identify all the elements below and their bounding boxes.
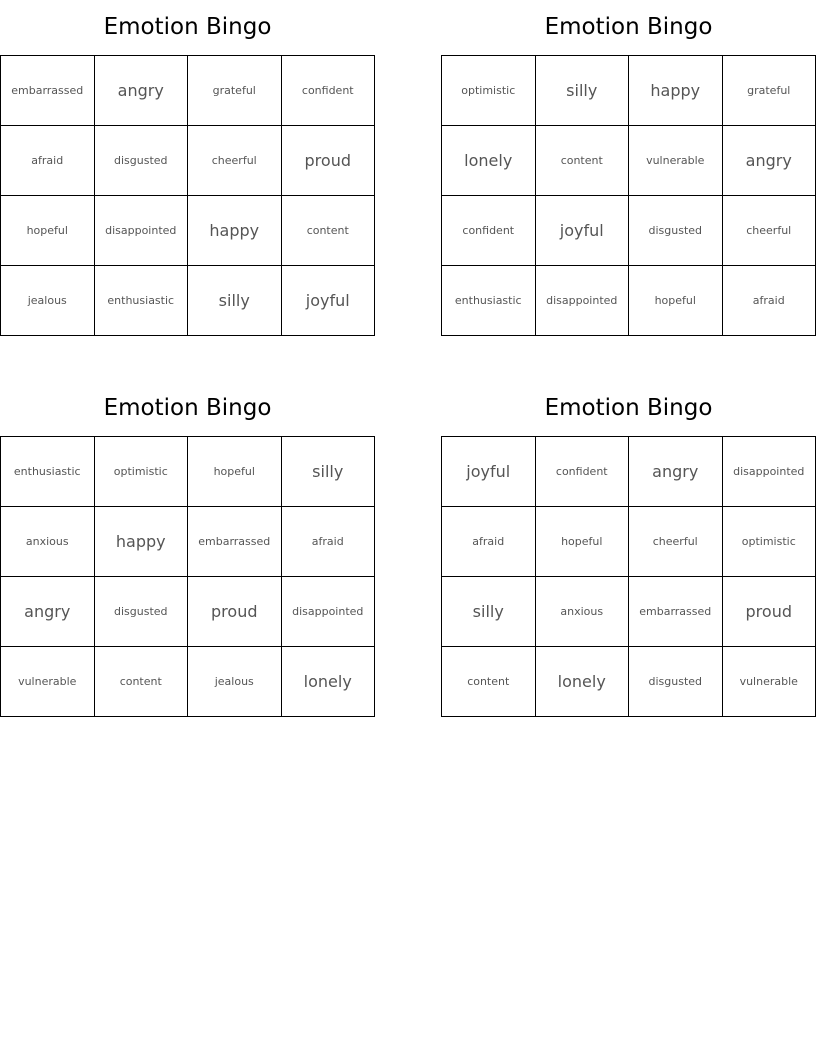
card-title: Emotion Bingo xyxy=(544,14,713,40)
card-title: Emotion Bingo xyxy=(103,395,272,421)
bingo-card-3 xyxy=(0,381,375,717)
bingo-cell: vulnerable xyxy=(1,647,95,717)
bingo-grid xyxy=(441,436,816,717)
bingo-cell: joyful xyxy=(536,196,630,266)
bingo-cell: enthusiastic xyxy=(1,437,95,507)
bingo-grid xyxy=(441,55,816,336)
bingo-cell: anxious xyxy=(536,577,630,647)
bingo-cell: disappointed xyxy=(282,577,376,647)
bingo-cell: jealous xyxy=(1,266,95,336)
bingo-cell: angry xyxy=(95,56,189,126)
bingo-cell: anxious xyxy=(1,507,95,577)
bingo-cell: enthusiastic xyxy=(442,266,536,336)
bingo-cell: happy xyxy=(95,507,189,577)
bingo-cell: disgusted xyxy=(629,647,723,717)
bingo-cell: angry xyxy=(629,437,723,507)
bingo-cell: angry xyxy=(723,126,816,196)
bingo-cell: happy xyxy=(629,56,723,126)
bingo-cell: embarrassed xyxy=(1,56,95,126)
bingo-cell: vulnerable xyxy=(629,126,723,196)
bingo-cell: lonely xyxy=(536,647,630,717)
bingo-cell: joyful xyxy=(442,437,536,507)
bingo-cell: cheerful xyxy=(188,126,282,196)
bingo-cell: embarrassed xyxy=(188,507,282,577)
bingo-cell: hopeful xyxy=(629,266,723,336)
bingo-cell: grateful xyxy=(188,56,282,126)
bingo-cell: silly xyxy=(282,437,376,507)
card-title: Emotion Bingo xyxy=(103,14,272,40)
bingo-cell: disgusted xyxy=(629,196,723,266)
bingo-cell: hopeful xyxy=(536,507,630,577)
bingo-cell: confident xyxy=(536,437,630,507)
bingo-cell: disappointed xyxy=(95,196,189,266)
bingo-cell: proud xyxy=(723,577,816,647)
bingo-cell: lonely xyxy=(442,126,536,196)
bingo-card-2 xyxy=(441,0,816,336)
bingo-cell: disgusted xyxy=(95,577,189,647)
bingo-cell: optimistic xyxy=(442,56,536,126)
bingo-cell: joyful xyxy=(282,266,376,336)
bingo-cell: disappointed xyxy=(536,266,630,336)
bingo-cell: afraid xyxy=(442,507,536,577)
bingo-cell: vulnerable xyxy=(723,647,816,717)
bingo-grid xyxy=(0,436,375,717)
bingo-cell: afraid xyxy=(1,126,95,196)
bingo-cell: disappointed xyxy=(723,437,816,507)
bingo-cell: content xyxy=(442,647,536,717)
bingo-card-4 xyxy=(441,381,816,717)
bingo-cell: optimistic xyxy=(95,437,189,507)
bingo-cell: afraid xyxy=(282,507,376,577)
bingo-cell: optimistic xyxy=(723,507,816,577)
bingo-cell: content xyxy=(536,126,630,196)
bingo-cell: disgusted xyxy=(95,126,189,196)
bingo-cell: cheerful xyxy=(629,507,723,577)
bingo-cell: happy xyxy=(188,196,282,266)
bingo-grid xyxy=(0,55,375,336)
bingo-card-1 xyxy=(0,0,375,336)
bingo-cell: silly xyxy=(188,266,282,336)
bingo-cell: proud xyxy=(188,577,282,647)
bingo-cell: angry xyxy=(1,577,95,647)
bingo-cell: content xyxy=(95,647,189,717)
bingo-cell: silly xyxy=(442,577,536,647)
bingo-cell: content xyxy=(282,196,376,266)
bingo-cell: embarrassed xyxy=(629,577,723,647)
bingo-cell: jealous xyxy=(188,647,282,717)
bingo-cell: lonely xyxy=(282,647,376,717)
card-title: Emotion Bingo xyxy=(544,395,713,421)
bingo-cell: hopeful xyxy=(1,196,95,266)
bingo-cell: grateful xyxy=(723,56,816,126)
bingo-cell: confident xyxy=(282,56,376,126)
bingo-cell: hopeful xyxy=(188,437,282,507)
bingo-cell: enthusiastic xyxy=(95,266,189,336)
bingo-cell: proud xyxy=(282,126,376,196)
bingo-cell: confident xyxy=(442,196,536,266)
bingo-cell: cheerful xyxy=(723,196,816,266)
bingo-cell: silly xyxy=(536,56,630,126)
bingo-cell: afraid xyxy=(723,266,816,336)
